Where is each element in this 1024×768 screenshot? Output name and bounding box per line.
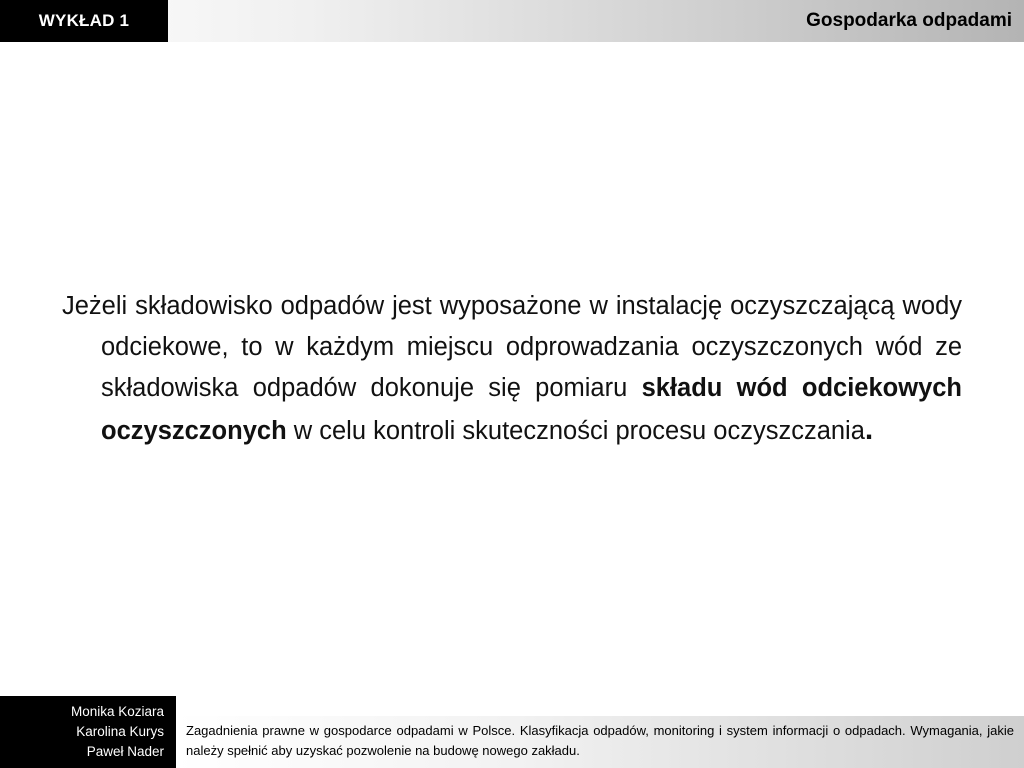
footer-authors: [0, 696, 176, 768]
footer-description: Zagadnienia prawne w gospodarce odpadami w Polsce. Klasyfikacja odpadów, monitoring i system informacji o odpadach. Wymagania, jakie należy spełnić aby uzyskać pozwolenie na budowę nowego zakładu.: [176, 716, 1024, 768]
paragraph-final-dot: .: [864, 413, 874, 446]
main-paragraph: [62, 286, 962, 452]
paragraph-text-part1: Jeżeli składowisko odpadów jest wyposażone w instalację oczyszczającą wody odciekowe, to w każdym miejscu odprowadzania oczyszczonych wód ze składowiska odpadów dokonuje się pomiaru: [62, 292, 962, 402]
lecture-tag: WYKŁAD 1: [0, 0, 168, 42]
header-title: Gospodarka odpadami: [806, 10, 1012, 31]
author-name: Monika Koziara: [70, 704, 164, 719]
main-content: [62, 286, 962, 452]
author-name: Karolina Kurys: [76, 724, 164, 739]
paragraph-text-part2: w celu kontroli skuteczności procesu oczyszczania: [286, 417, 865, 445]
paragraph-bold-text: składu wód odciekowych oczyszczonych: [101, 374, 963, 445]
author-name: Paweł Nader: [86, 744, 164, 759]
header-bar: [0, 0, 1024, 42]
